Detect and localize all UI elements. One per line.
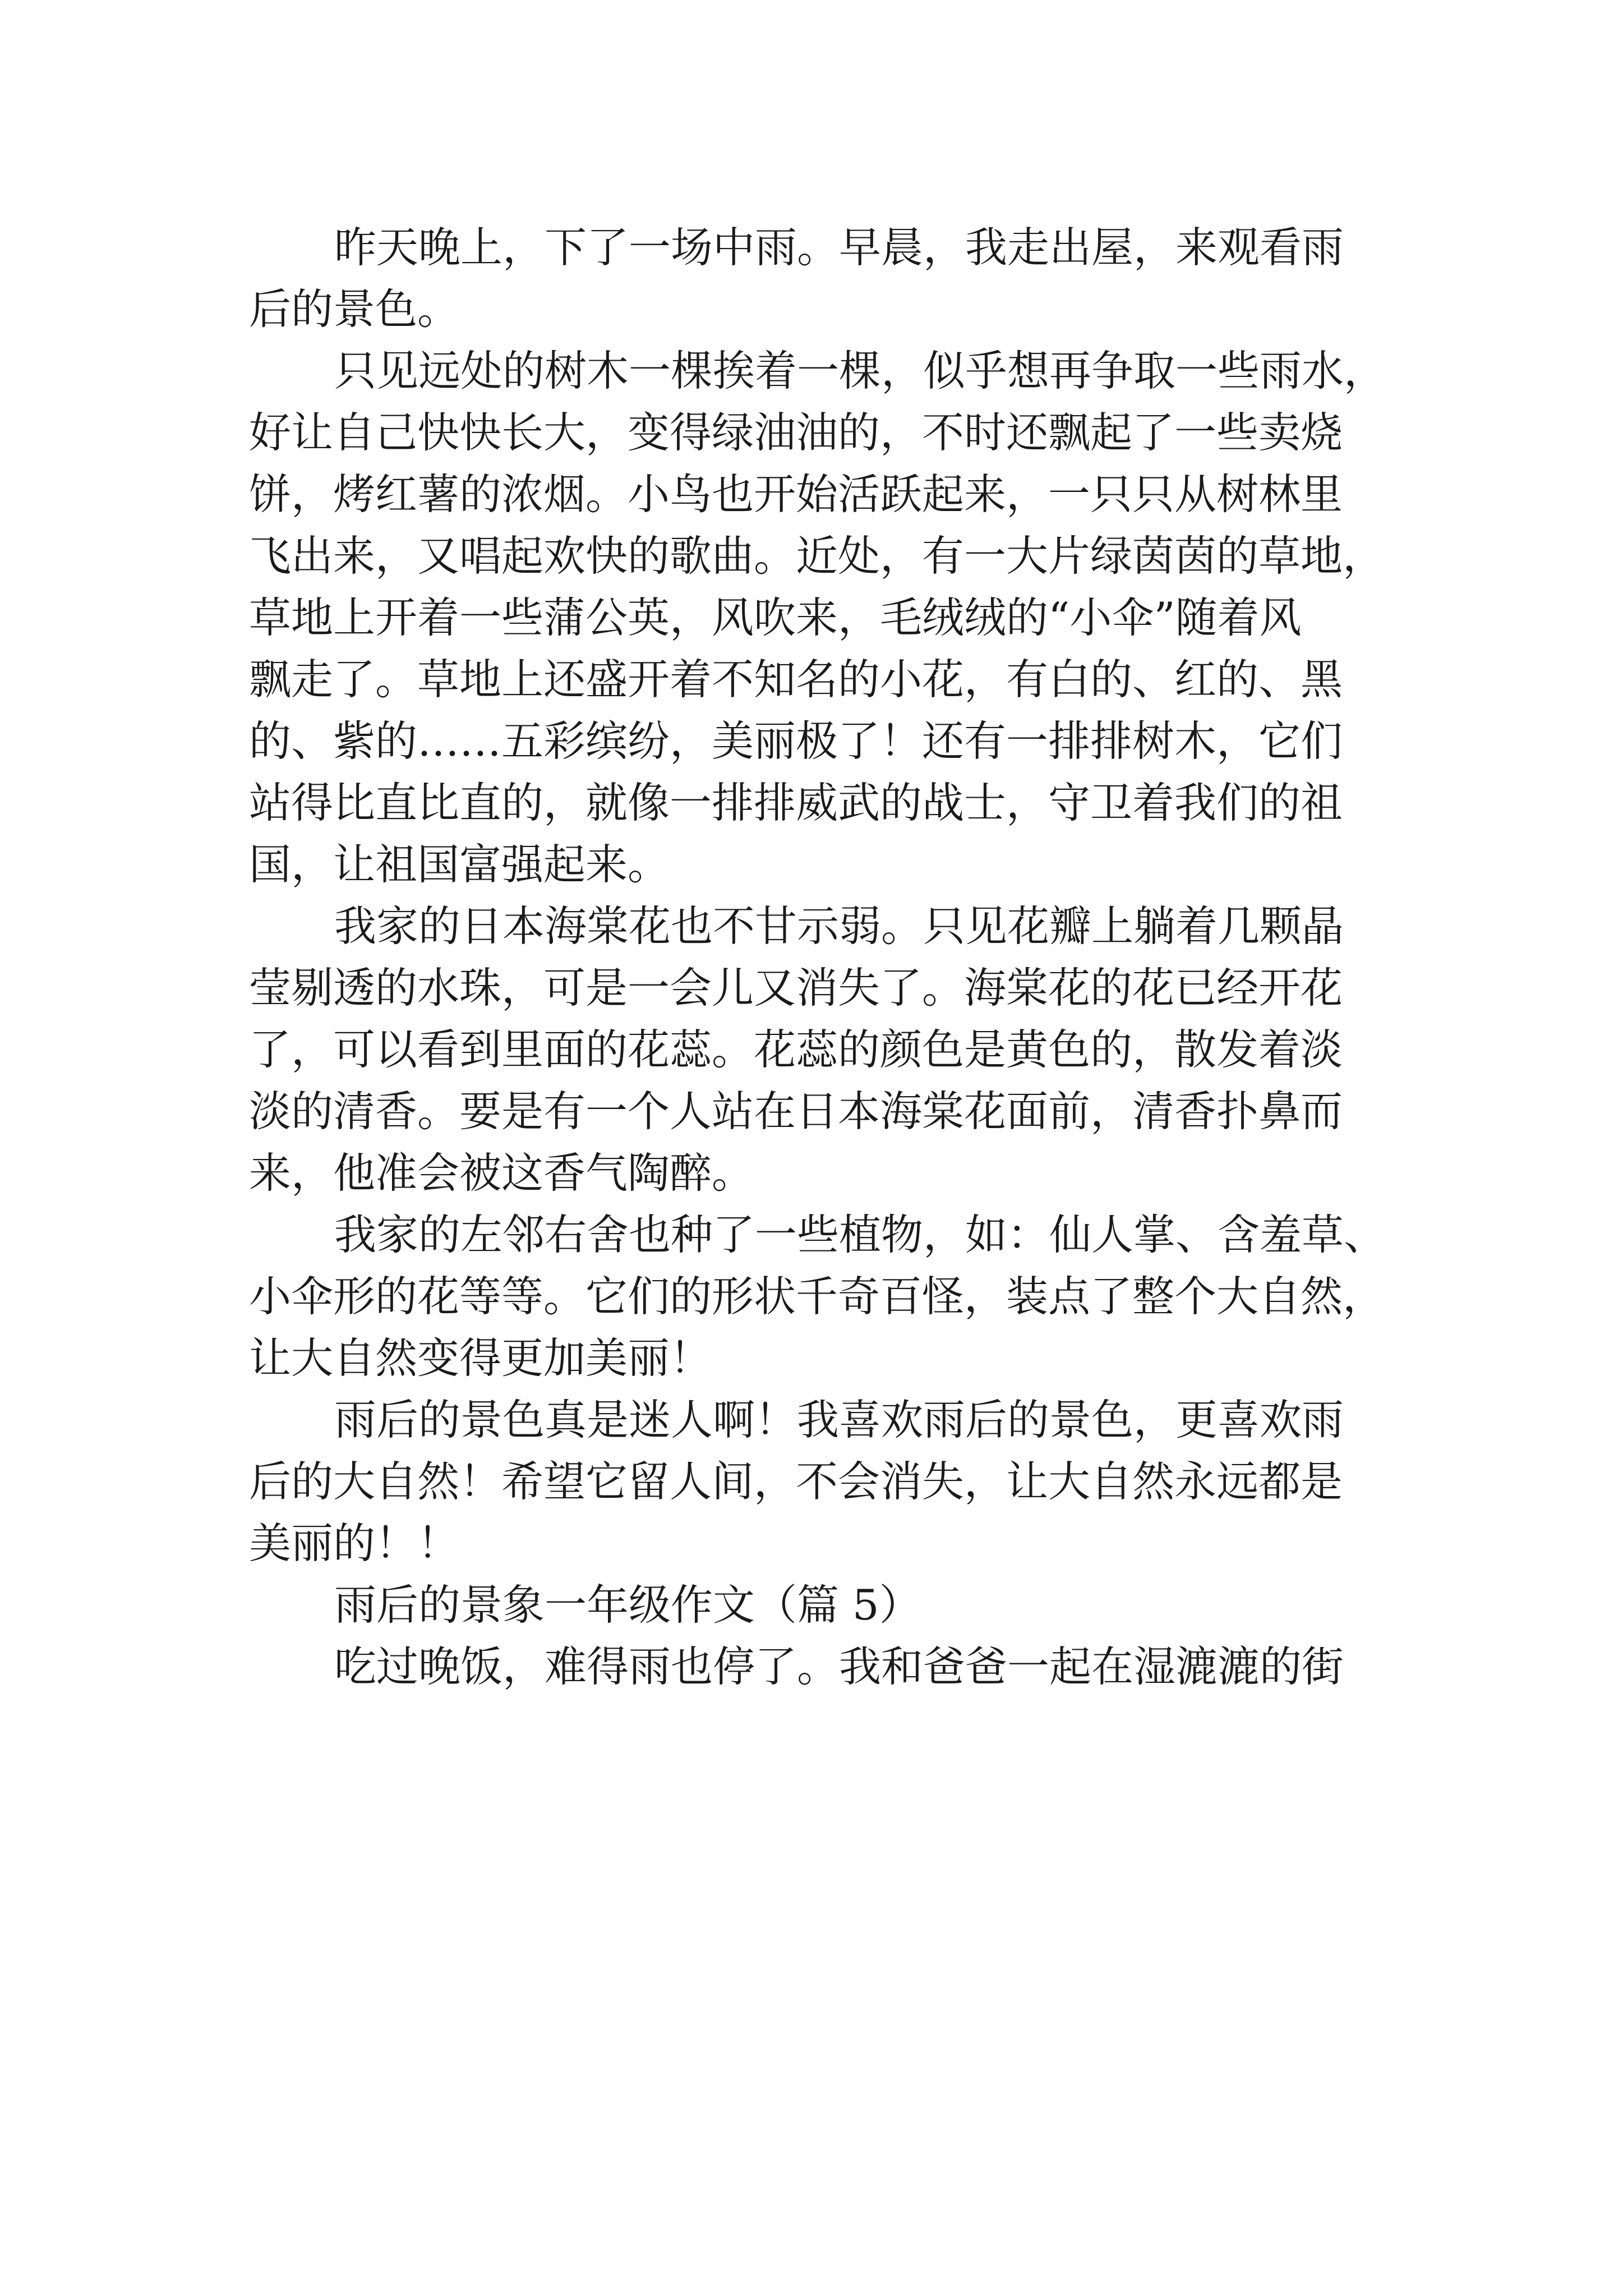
paragraph-2-line-7: 的、紫的……五彩缤纷，美丽极了！还有一排排树木，它们 [249,716,1343,766]
paragraph-2-line-4: 飞出来，又唱起欢快的歌曲。近处，有一大片绿茵茵的草地， [249,531,1385,581]
paragraph-2-line-6: 飘走了。草地上还盛开着不知名的小花，有白的、红的、黑 [249,655,1343,704]
section-heading: 雨后的景象一年级作文（篇 5） [334,1580,921,1630]
paragraph-2-line-2: 好让自己快快长大，变得绿油油的，不时还飘起了一些卖烧 [249,408,1343,457]
paragraph-6-line-1: 吃过晚饭，难得雨也停了。我和爸爸一起在湿漉漉的街 [334,1642,1344,1691]
paragraph-2-line-8: 站得比直比直的，就像一排排威武的战士，守卫着我们的祖 [249,778,1343,827]
paragraph-3-line-2: 莹剔透的水珠，可是一会儿又消失了。海棠花的花已经开花 [249,963,1343,1013]
paragraph-2-line-5: 草地上开着一些蒲公英，风吹来，毛绒绒的“小伞”随着风 [249,593,1302,642]
paragraph-2-line-1: 只见远处的树木一棵挨着一棵，似乎想再争取一些雨水， [334,346,1386,395]
paragraph-4-line-2: 小伞形的花等等。它们的形状千奇百怪，装点了整个大自然， [249,1272,1385,1321]
paragraph-5-line-1: 雨后的景色真是迷人啊！我喜欢雨后的景色，更喜欢雨 [334,1395,1344,1444]
paragraph-4-line-3: 让大自然变得更加美丽！ [249,1333,712,1383]
paragraph-3-line-1: 我家的日本海棠花也不甘示弱。只见花瓣上躺着几颗晶 [334,901,1344,951]
paragraph-4-line-1: 我家的左邻右舍也种了一些植物，如：仙人掌、含羞草、 [334,1210,1386,1259]
paragraph-5-line-3: 美丽的！！ [249,1519,460,1568]
paragraph-3-line-3: 了，可以看到里面的花蕊。花蕊的颜色是黄色的，散发着淡 [249,1025,1343,1074]
paragraph-3-line-4: 淡的清香。要是有一个人站在日本海棠花面前，清香扑鼻而 [249,1087,1343,1136]
paragraph-1-line-2: 后的景色。 [249,284,460,334]
paragraph-1-line-1: 昨天晚上，下了一场中雨。早晨，我走出屋，来观看雨 [334,223,1344,272]
paragraph-5-line-2: 后的大自然！希望它留人间，不会消失，让大自然永远都是 [249,1457,1343,1506]
paragraph-2-line-3: 饼，烤红薯的浓烟。小鸟也开始活跃起来，一只只从树林里 [249,470,1343,519]
paragraph-2-line-9: 国，让祖国富强起来。 [249,840,670,889]
paragraph-3-line-5: 来，他准会被这香气陶醉。 [249,1148,754,1198]
